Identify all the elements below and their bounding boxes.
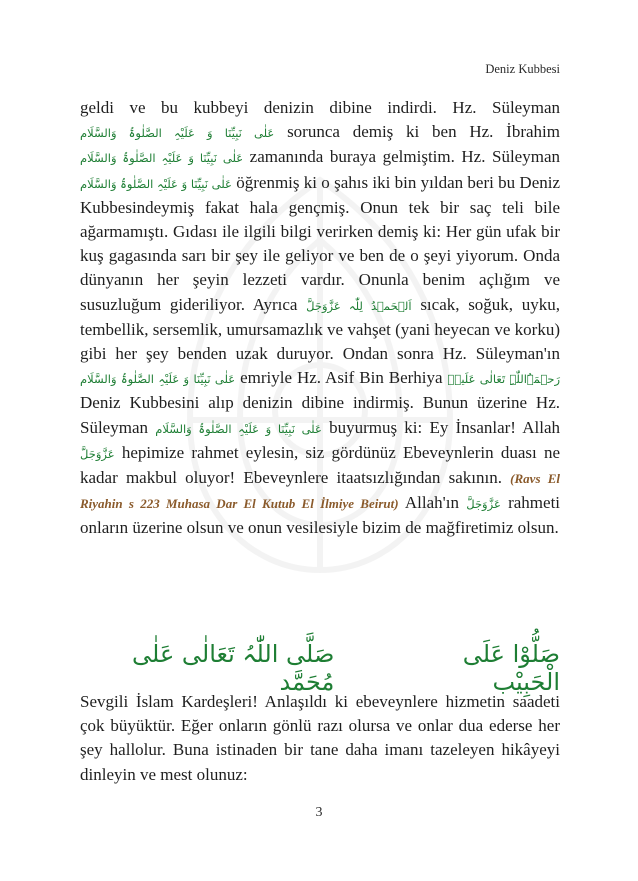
closing-text: Sevgili İslam Kardeşleri! Anlaşıldı ki ebeveynlere hizmetin saadeti çok büyüktür. Eğer onların gönlü razı olursa ve onlar dua ederse her şey hallolur. Buna istinaden bir tane daha imanı tazeleyen hikâyeyi dinleyin ve mest olunuz: bbox=[80, 692, 560, 784]
arabic-alayhissalam: عَلٰی نَبِیِّنَا وَ عَلَیْہِ الصَّلٰوۃُ وَالسَّلَام bbox=[80, 176, 232, 191]
text-p7: Deniz Kubbesini alıp denizin dibine indirmiş. Bunun üzerine Hz. Süleyman bbox=[80, 393, 560, 437]
text-p5: sıcak, soğuk, uyku, tembellik, sersemlik, umursamazlık ve vahşet (yani heyecan ve korku) gibi her şey benden uzak duruyor. Ondan sonra Hz. Süleyman'ın bbox=[80, 294, 561, 364]
page-number: 3 bbox=[315, 805, 323, 820]
text-p4: öğrenmiş ki o şahıs iki bin yıldan beri bu Deniz Kubbesindeymiş fakat hala gençmiş. Onun tek bir saç teli bile ağarmamıştı. Gıdası ile ilgili bilgi verirken demiş ki: Her gün ufak bir kuş gagasında sarı bir şey ile geliyor ve ben de o şeyi yiyorum. Onda dünyanın her şeyin lezzeti vardır. Onunla benim açlığım ve susuzluğum gideriliyor. Ayrıca bbox=[80, 172, 561, 314]
arabic-azzawajal: عَزَّوَجَلَّ bbox=[80, 446, 115, 461]
closing-paragraph bbox=[80, 690, 560, 787]
arabic-alhamdulillah: اَلۡحَمۡدُ لِلّٰہ عَزَّوَجَلَّ bbox=[306, 298, 412, 313]
running-header: Deniz Kubbesi bbox=[485, 62, 560, 76]
text-p2: sorunca demiş ki ben Hz. İbrahim bbox=[287, 122, 560, 142]
arabic-alayhissalam: عَلٰی نَبِیِّنَا وَ عَلَیْہِ الصَّلٰوۃُ وَالسَّلَام bbox=[80, 151, 244, 166]
text-p9: hepimize rahmet eylesin, siz gördünüz Ebeveynlerin duası ne kadar makbul oluyor! Ebeveynlere itaatsızlığından sakının. bbox=[80, 442, 560, 488]
arabic-rahmetullahi: رَحۡمَۃُاللّٰہِ تَعَالٰی عَلَیۡہ bbox=[447, 372, 561, 387]
source-reference: (Ravs El Riyahin s 223 Muhasa Dar El Kutub El İlmiye Beirut) bbox=[80, 471, 560, 512]
arabic-alayhissalam: عَلٰی نَبِیِّنَا وَ عَلَیْہِ الصَّلٰوۃُ وَالسَّلَام bbox=[155, 421, 322, 436]
text-p11: rahmeti onların üzerine olsun ve onun vesilesiyle bizim de mağfiretimiz olsun. bbox=[80, 493, 561, 538]
salawat-line bbox=[80, 640, 560, 696]
salawat-left: صَلُّوْا عَلَی الْحَبِیْب bbox=[462, 640, 560, 696]
arabic-alayhissalam: عَلٰی نَبِیِّنَا وَ عَلَیْہِ الصَّلٰوۃُ وَالسَّلَام bbox=[80, 372, 236, 387]
body-text bbox=[80, 96, 560, 541]
text-p1: geldi ve bu kubbeyi denizin dibine indirdi. Hz. Süleyman bbox=[80, 98, 560, 117]
body-paragraph bbox=[80, 96, 560, 541]
text-p8: buyurmuş ki: Ey İnsanlar! Allah bbox=[329, 417, 561, 437]
arabic-azzawajal: عَزَّوَجَلَّ bbox=[466, 497, 501, 512]
text-p6: emriyle Hz. Asif Bin Berhiya bbox=[240, 368, 443, 388]
text-p10: Allah'ın bbox=[404, 493, 459, 513]
text-p3: zamanında buraya gelmiştim. Hz. Süleyman bbox=[249, 147, 560, 167]
salawat-right: صَلَّی اللّٰہُ تَعَالٰی عَلٰی مُحَمَّد bbox=[132, 640, 335, 696]
arabic-alayhissalam: عَلٰی نَبِیِّنَا وَ عَلَیْہِ الصَّلٰوۃُ وَالسَّلَام bbox=[80, 126, 275, 141]
